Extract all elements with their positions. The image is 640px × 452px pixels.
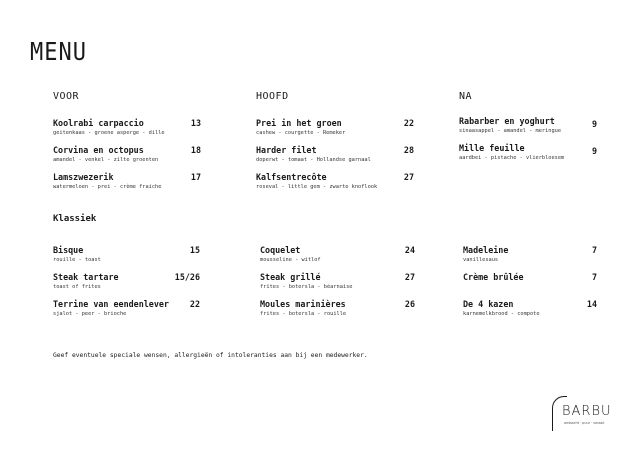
menu-item (53, 299, 200, 326)
item-price: 14 (586, 299, 597, 309)
item-price: 15 (189, 245, 200, 255)
item-description: sjalot - peer - brioche (53, 311, 127, 317)
item-price: 22 (189, 299, 200, 309)
item-price: 27 (403, 172, 414, 182)
item-name: Bisque (53, 245, 84, 255)
item-price: 18 (190, 145, 201, 155)
menu-item (53, 172, 201, 199)
menu-item (53, 272, 200, 299)
item-price: 28 (403, 145, 414, 155)
classics-column-2 (260, 245, 415, 326)
item-price: 27 (404, 272, 415, 282)
item-price: 17 (190, 172, 201, 182)
item-name: Madeleine (463, 245, 509, 255)
item-name: Coquelet (260, 245, 301, 255)
item-description: karnemelkbrood - compote (463, 311, 540, 317)
item-description: aardbei - pistache - vlierbloesem (459, 155, 565, 161)
menu-item (256, 172, 414, 199)
menu-item (459, 116, 597, 143)
item-name: Harder filet (256, 145, 317, 155)
item-description: sinaasappel - amandel - meringue (459, 128, 562, 134)
item-description: vanillesaus (463, 257, 499, 263)
menu-item (53, 145, 201, 172)
item-price: 24 (404, 245, 415, 255)
classics-column-1 (53, 245, 200, 326)
item-description: mousseline - witlof (260, 257, 321, 263)
item-description: frites - botersla - rouille (260, 311, 347, 317)
item-price: 7 (591, 272, 597, 282)
menu-item (260, 272, 415, 299)
item-description: watermeloen - prei - crème fraiche (53, 184, 162, 190)
item-name: Steak tartare (53, 272, 119, 282)
allergy-note: Geef eventuele speciale wensen, allergieën of intoleranties aan bij een medewerker. (53, 352, 368, 359)
item-name: Steak grillé (260, 272, 321, 282)
menu-item (256, 145, 414, 172)
item-price: 13 (190, 118, 201, 128)
menu-column-na (459, 116, 597, 170)
section-heading-klassiek: Klassiek (53, 214, 97, 224)
item-name: Rabarber en yoghurt (459, 116, 555, 126)
menu-item (256, 118, 414, 145)
item-description: roseval - little gem - zwarte knoflook (256, 184, 378, 190)
menu-item (463, 245, 597, 272)
logo-tagline: ambacht · puur · smaak (564, 421, 605, 425)
item-name: De 4 kazen (463, 299, 514, 309)
item-name: Koolrabi carpaccio (53, 118, 144, 128)
logo-wordmark: BARBU (562, 404, 612, 419)
menu-column-hoofd (256, 118, 414, 199)
menu-item (463, 299, 597, 326)
item-name: Moules marinières (260, 299, 346, 309)
item-name: Terrine van eendenlever (53, 299, 169, 309)
menu-item (459, 143, 597, 170)
item-name: Corvina en octopus (53, 145, 144, 155)
menu-column-voor (53, 118, 201, 199)
heading-hoofd: HOOFD (256, 91, 289, 102)
menu-item (53, 245, 200, 272)
barbu-logo (552, 396, 616, 432)
item-description: amandel - venkel - zilte groenten (53, 157, 159, 163)
heading-na: NA (459, 91, 473, 102)
item-price: 9 (591, 119, 597, 129)
item-price: 7 (591, 245, 597, 255)
item-name: Prei in het groen (256, 118, 342, 128)
menu-item (260, 245, 415, 272)
item-description: doperwt - tomaat - Hollandse garnaal (256, 157, 371, 163)
classics-column-3 (463, 245, 597, 326)
item-name: Lamszwezerik (53, 172, 114, 182)
menu-item (463, 272, 597, 299)
item-name: Kalfsentrecôte (256, 172, 327, 182)
item-price: 15/26 (174, 272, 200, 282)
item-description: cashew - courgette - Remeker (256, 130, 346, 136)
item-description: frites - botersla - béarnaise (260, 284, 353, 290)
item-description: toast of frites (53, 284, 101, 290)
item-description: geitenkaas - groene asperge - dille (53, 130, 165, 136)
item-description: rouille - toast (53, 257, 101, 263)
item-price: 22 (403, 118, 414, 128)
menu-item (260, 299, 415, 326)
item-name: Crème brûlée (463, 272, 524, 282)
item-name: Mille feuille (459, 143, 525, 153)
page-title: MENU (30, 38, 87, 67)
menu-item (53, 118, 201, 145)
heading-voor: VOOR (53, 91, 80, 102)
item-price: 9 (591, 146, 597, 156)
item-price: 26 (404, 299, 415, 309)
